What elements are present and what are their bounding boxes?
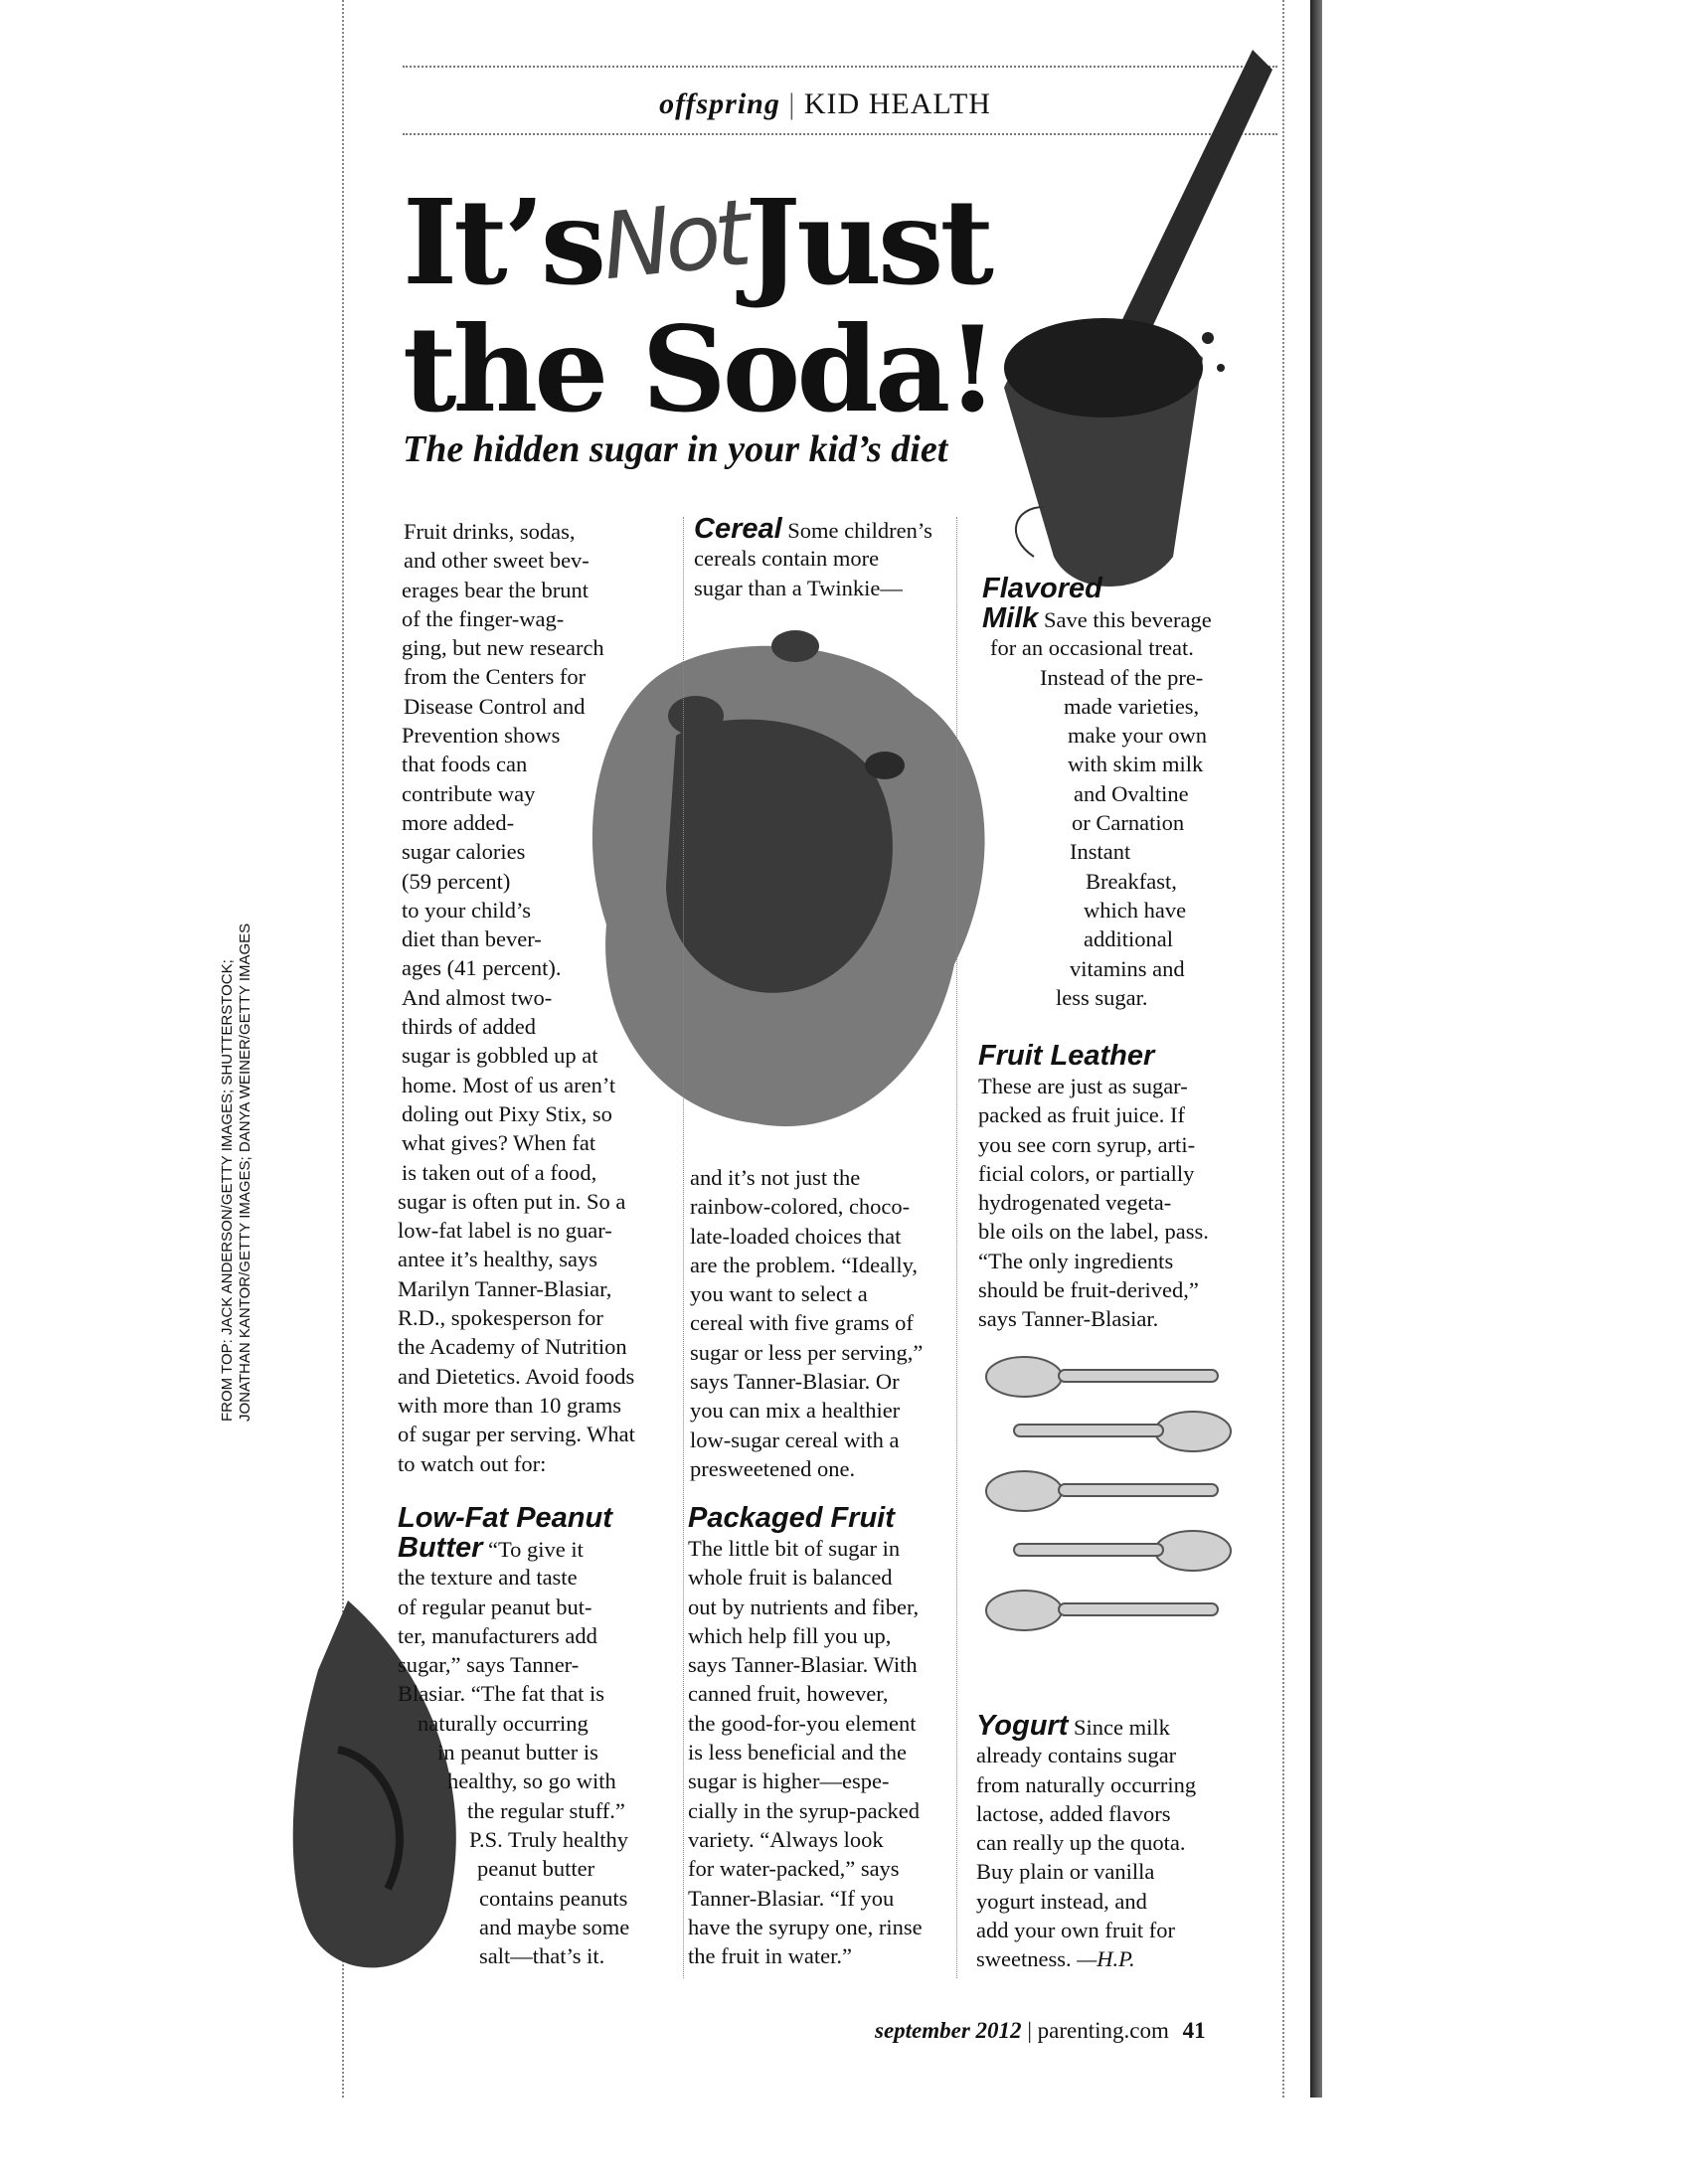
yogurt-section — [976, 1712, 1196, 1974]
leather-line: These are just as sugar- — [978, 1074, 1188, 1098]
yogurt-line: can really up the quota. — [976, 1830, 1186, 1856]
peanut-butter-section — [398, 1504, 629, 1970]
leather-line: packed as fruit juice. If — [978, 1102, 1186, 1128]
packaged-line: out by nutrients and fiber, — [688, 1594, 920, 1619]
headline-line2: the Soda! — [403, 300, 995, 438]
intro-line: and Dietetics. Avoid foods — [398, 1363, 635, 1389]
milk-heading-1: Flavored — [982, 573, 1102, 604]
packaged-line: sugar is higher—espe- — [688, 1768, 890, 1794]
leather-line: you see corn syrup, arti- — [978, 1131, 1196, 1157]
peanut-heading-2: Butter — [398, 1532, 483, 1564]
peanut-heading-1: Low-Fat Peanut — [398, 1502, 612, 1534]
intro-line: ages (41 percent). — [402, 955, 562, 981]
cereal-line: Some children’s — [787, 518, 932, 543]
intro-line: sugar is often put in. So a — [398, 1188, 626, 1214]
intro-line: Prevention shows — [402, 723, 561, 749]
packaged-heading: Packaged Fruit — [688, 1502, 895, 1534]
intro-line: doling out Pixy Stix, so — [402, 1100, 612, 1126]
peanut-line: naturally occurring — [418, 1710, 589, 1736]
intro-line: Marilyn Tanner-Blasiar, — [398, 1275, 612, 1301]
cereal-line: and it’s not just the — [690, 1165, 861, 1190]
peanut-line: and maybe some — [479, 1914, 630, 1939]
peanut-line: in peanut butter is — [437, 1740, 598, 1765]
yogurt-line: Buy plain or vanilla — [976, 1859, 1155, 1885]
binding-shadow — [1310, 0, 1322, 2098]
intro-line: of the finger-wag- — [402, 605, 565, 631]
intro-paragraph — [398, 517, 635, 1478]
peanut-line: healthy, so go with — [447, 1768, 616, 1794]
packaged-line: which help fill you up, — [688, 1622, 892, 1648]
intro-line: sugar calories — [402, 839, 526, 865]
leather-line: hydrogenated vegeta- — [978, 1190, 1172, 1216]
intro-line: the Academy of Nutrition — [398, 1334, 627, 1360]
leather-heading: Fruit Leather — [978, 1040, 1155, 1072]
intro-line: what gives? When fat — [402, 1130, 596, 1156]
column-divider-1 — [683, 517, 684, 1978]
milk-heading-2: Milk — [982, 602, 1039, 634]
milk-line: less sugar. — [1056, 984, 1148, 1010]
yogurt-line: add your own fruit for — [976, 1918, 1175, 1943]
milk-line: vitamins and — [1070, 955, 1185, 981]
intro-line: to watch out for: — [398, 1450, 547, 1476]
fruit-leather-section — [978, 1042, 1209, 1334]
peanut-line: of regular peanut but- — [398, 1594, 592, 1619]
intro-line: contribute way — [402, 780, 536, 806]
intro-line: is taken out of a food, — [402, 1159, 597, 1185]
page-number: 41 — [1182, 2018, 1206, 2043]
subtitle: The hidden sugar in your kid’s diet — [403, 428, 948, 470]
flavored-milk-section — [982, 575, 1212, 1012]
yogurt-line: yogurt instead, and — [976, 1888, 1147, 1914]
intro-line: home. Most of us aren’t — [402, 1072, 616, 1097]
peanut-line: peanut butter — [477, 1856, 595, 1882]
packaged-line: whole fruit is balanced — [688, 1565, 893, 1591]
intro-line: and other sweet bev- — [404, 548, 590, 574]
milk-line: Instead of the pre- — [1040, 664, 1204, 690]
column-divider-2 — [956, 517, 957, 1978]
yogurt-heading: Yogurt — [976, 1710, 1069, 1742]
cereal-line: cereals contain more — [694, 546, 880, 572]
yogurt-line: lactose, added flavors — [976, 1800, 1171, 1826]
intro-line: thirds of added — [402, 1014, 536, 1040]
packaged-line: canned fruit, however, — [688, 1681, 889, 1707]
photo-credit-line1: FROM TOP: JACK ANDERSON/GETTY IMAGES; SHUTTERSTOCK; — [219, 959, 236, 1422]
cereal-line: says Tanner-Blasiar. Or — [690, 1369, 900, 1395]
intro-line: And almost two- — [402, 984, 553, 1010]
leather-line: ble oils on the label, pass. — [978, 1219, 1209, 1245]
cereal-line: low-sugar cereal with a — [690, 1427, 900, 1452]
peanut-line: the regular stuff.” — [467, 1797, 625, 1823]
milk-line: Save this beverage — [1044, 607, 1212, 632]
milk-line: additional — [1084, 926, 1173, 952]
cereal-line: cereal with five grams of — [690, 1310, 914, 1336]
intro-line: erages bear the brunt — [402, 577, 590, 602]
intro-line: from the Centers for — [404, 664, 587, 690]
website: parenting.com — [1037, 2018, 1169, 2043]
page-right-border — [1282, 0, 1284, 2098]
milk-line: which have — [1084, 897, 1187, 923]
headline-part1: It’s — [403, 173, 603, 311]
peanut-line: “To give it — [488, 1537, 584, 1562]
photo-credit-line2: JONATHAN KANTOR/GETTY IMAGES; DANYA WEINER/GETTY IMAGES — [237, 923, 253, 1422]
peanut-line: P.S. Truly healthy — [469, 1826, 629, 1852]
intro-line: (59 percent) — [402, 868, 511, 894]
intro-line: antee it’s healthy, says — [398, 1247, 597, 1272]
cereal-line: you want to select a — [690, 1281, 868, 1307]
packaged-line: the good-for-you element — [688, 1710, 917, 1736]
author-initials: —H.P. — [1077, 1946, 1135, 1972]
packaged-line: is less beneficial and the — [688, 1740, 907, 1765]
packaged-line: Tanner-Blasiar. “If you — [688, 1885, 895, 1911]
photo-credit — [219, 923, 254, 1422]
packaged-line: variety. “Always look — [688, 1826, 884, 1852]
cereal-line: sugar or less per serving,” — [690, 1339, 924, 1365]
packaged-line: for water-packed,” says — [688, 1856, 900, 1882]
packaged-line: the fruit in water.” — [688, 1943, 852, 1969]
peanut-line: the texture and taste — [398, 1565, 578, 1591]
milk-line: make your own — [1068, 723, 1207, 749]
peanut-line: ter, manufacturers add — [398, 1622, 597, 1648]
leather-line: says Tanner-Blasiar. — [978, 1306, 1159, 1332]
issue-date: september 2012 — [875, 2018, 1022, 2043]
headline — [403, 173, 995, 438]
cereal-line: sugar than a Twinkie— — [694, 575, 903, 600]
intro-line: low-fat label is no guar- — [398, 1218, 612, 1244]
footer-separator: | — [1027, 2018, 1032, 2043]
milk-line: with skim milk — [1068, 752, 1204, 777]
leather-line: should be fruit-derived,” — [978, 1277, 1199, 1303]
intro-line: of sugar per serving. What — [398, 1422, 635, 1447]
leather-line: “The only ingredients — [978, 1248, 1174, 1273]
packaged-fruit-section — [688, 1504, 923, 1970]
cereal-line: presweetened one. — [690, 1455, 856, 1481]
yogurt-line: from naturally occurring — [976, 1771, 1197, 1797]
packaged-line: says Tanner-Blasiar. With — [688, 1652, 918, 1678]
cereal-line: late-loaded choices that — [690, 1223, 902, 1249]
peanut-line: salt—that’s it. — [479, 1943, 605, 1969]
packaged-line: The little bit of sugar in — [688, 1536, 901, 1561]
milk-line: for an occasional treat. — [990, 635, 1194, 661]
cereal-line: rainbow-colored, choco- — [690, 1194, 911, 1220]
intro-line: Fruit drinks, sodas, — [404, 519, 576, 544]
headline-part3: Just — [745, 173, 990, 311]
intro-line: diet than bever- — [402, 926, 542, 952]
cereal-heading: Cereal — [694, 513, 782, 545]
milk-line: Breakfast, — [1086, 868, 1177, 894]
intro-line: more added- — [402, 809, 515, 835]
spoons-illustration — [984, 1342, 1253, 1660]
yogurt-line: sweetness. — [976, 1946, 1072, 1972]
intro-line: to your child’s — [402, 897, 531, 923]
chocolate-milk-illustration — [974, 40, 1282, 596]
intro-line: R.D., spokesperson for — [398, 1305, 603, 1331]
intro-line: sugar is gobbled up at — [402, 1043, 598, 1069]
leather-line: ficial colors, or partially — [978, 1160, 1195, 1186]
packaged-line: cially in the syrup-packed — [688, 1797, 921, 1823]
intro-line: that foods can — [402, 752, 528, 777]
yogurt-line: already contains sugar — [976, 1743, 1177, 1768]
milk-line: and Ovaltine — [1074, 780, 1189, 806]
intro-line: ging, but new research — [402, 635, 604, 661]
page-footer — [875, 2018, 1206, 2044]
cereal-section-top — [694, 515, 932, 602]
headline-not: Not — [596, 179, 751, 301]
section-name: offspring — [659, 87, 780, 120]
cereal-line: are the problem. “Ideally, — [690, 1252, 919, 1277]
peanut-line: contains peanuts — [479, 1885, 628, 1911]
intro-line: with more than 10 grams — [398, 1392, 621, 1418]
header-separator: | — [788, 87, 796, 120]
cereal-line: you can mix a healthier — [690, 1398, 901, 1424]
yogurt-line: Since milk — [1073, 1715, 1170, 1740]
peanut-line: Blasiar. “The fat that is — [398, 1681, 605, 1707]
cereal-section-bottom — [690, 1163, 923, 1483]
milk-line: Instant — [1070, 839, 1131, 865]
peanut-line: sugar,” says Tanner- — [398, 1652, 580, 1678]
milk-line: made varieties, — [1064, 693, 1200, 719]
intro-line: Disease Control and — [404, 693, 586, 719]
milk-line: or Carnation — [1072, 810, 1185, 836]
packaged-line: have the syrupy one, rinse — [688, 1914, 923, 1939]
section-category: KID HEALTH — [803, 87, 991, 120]
